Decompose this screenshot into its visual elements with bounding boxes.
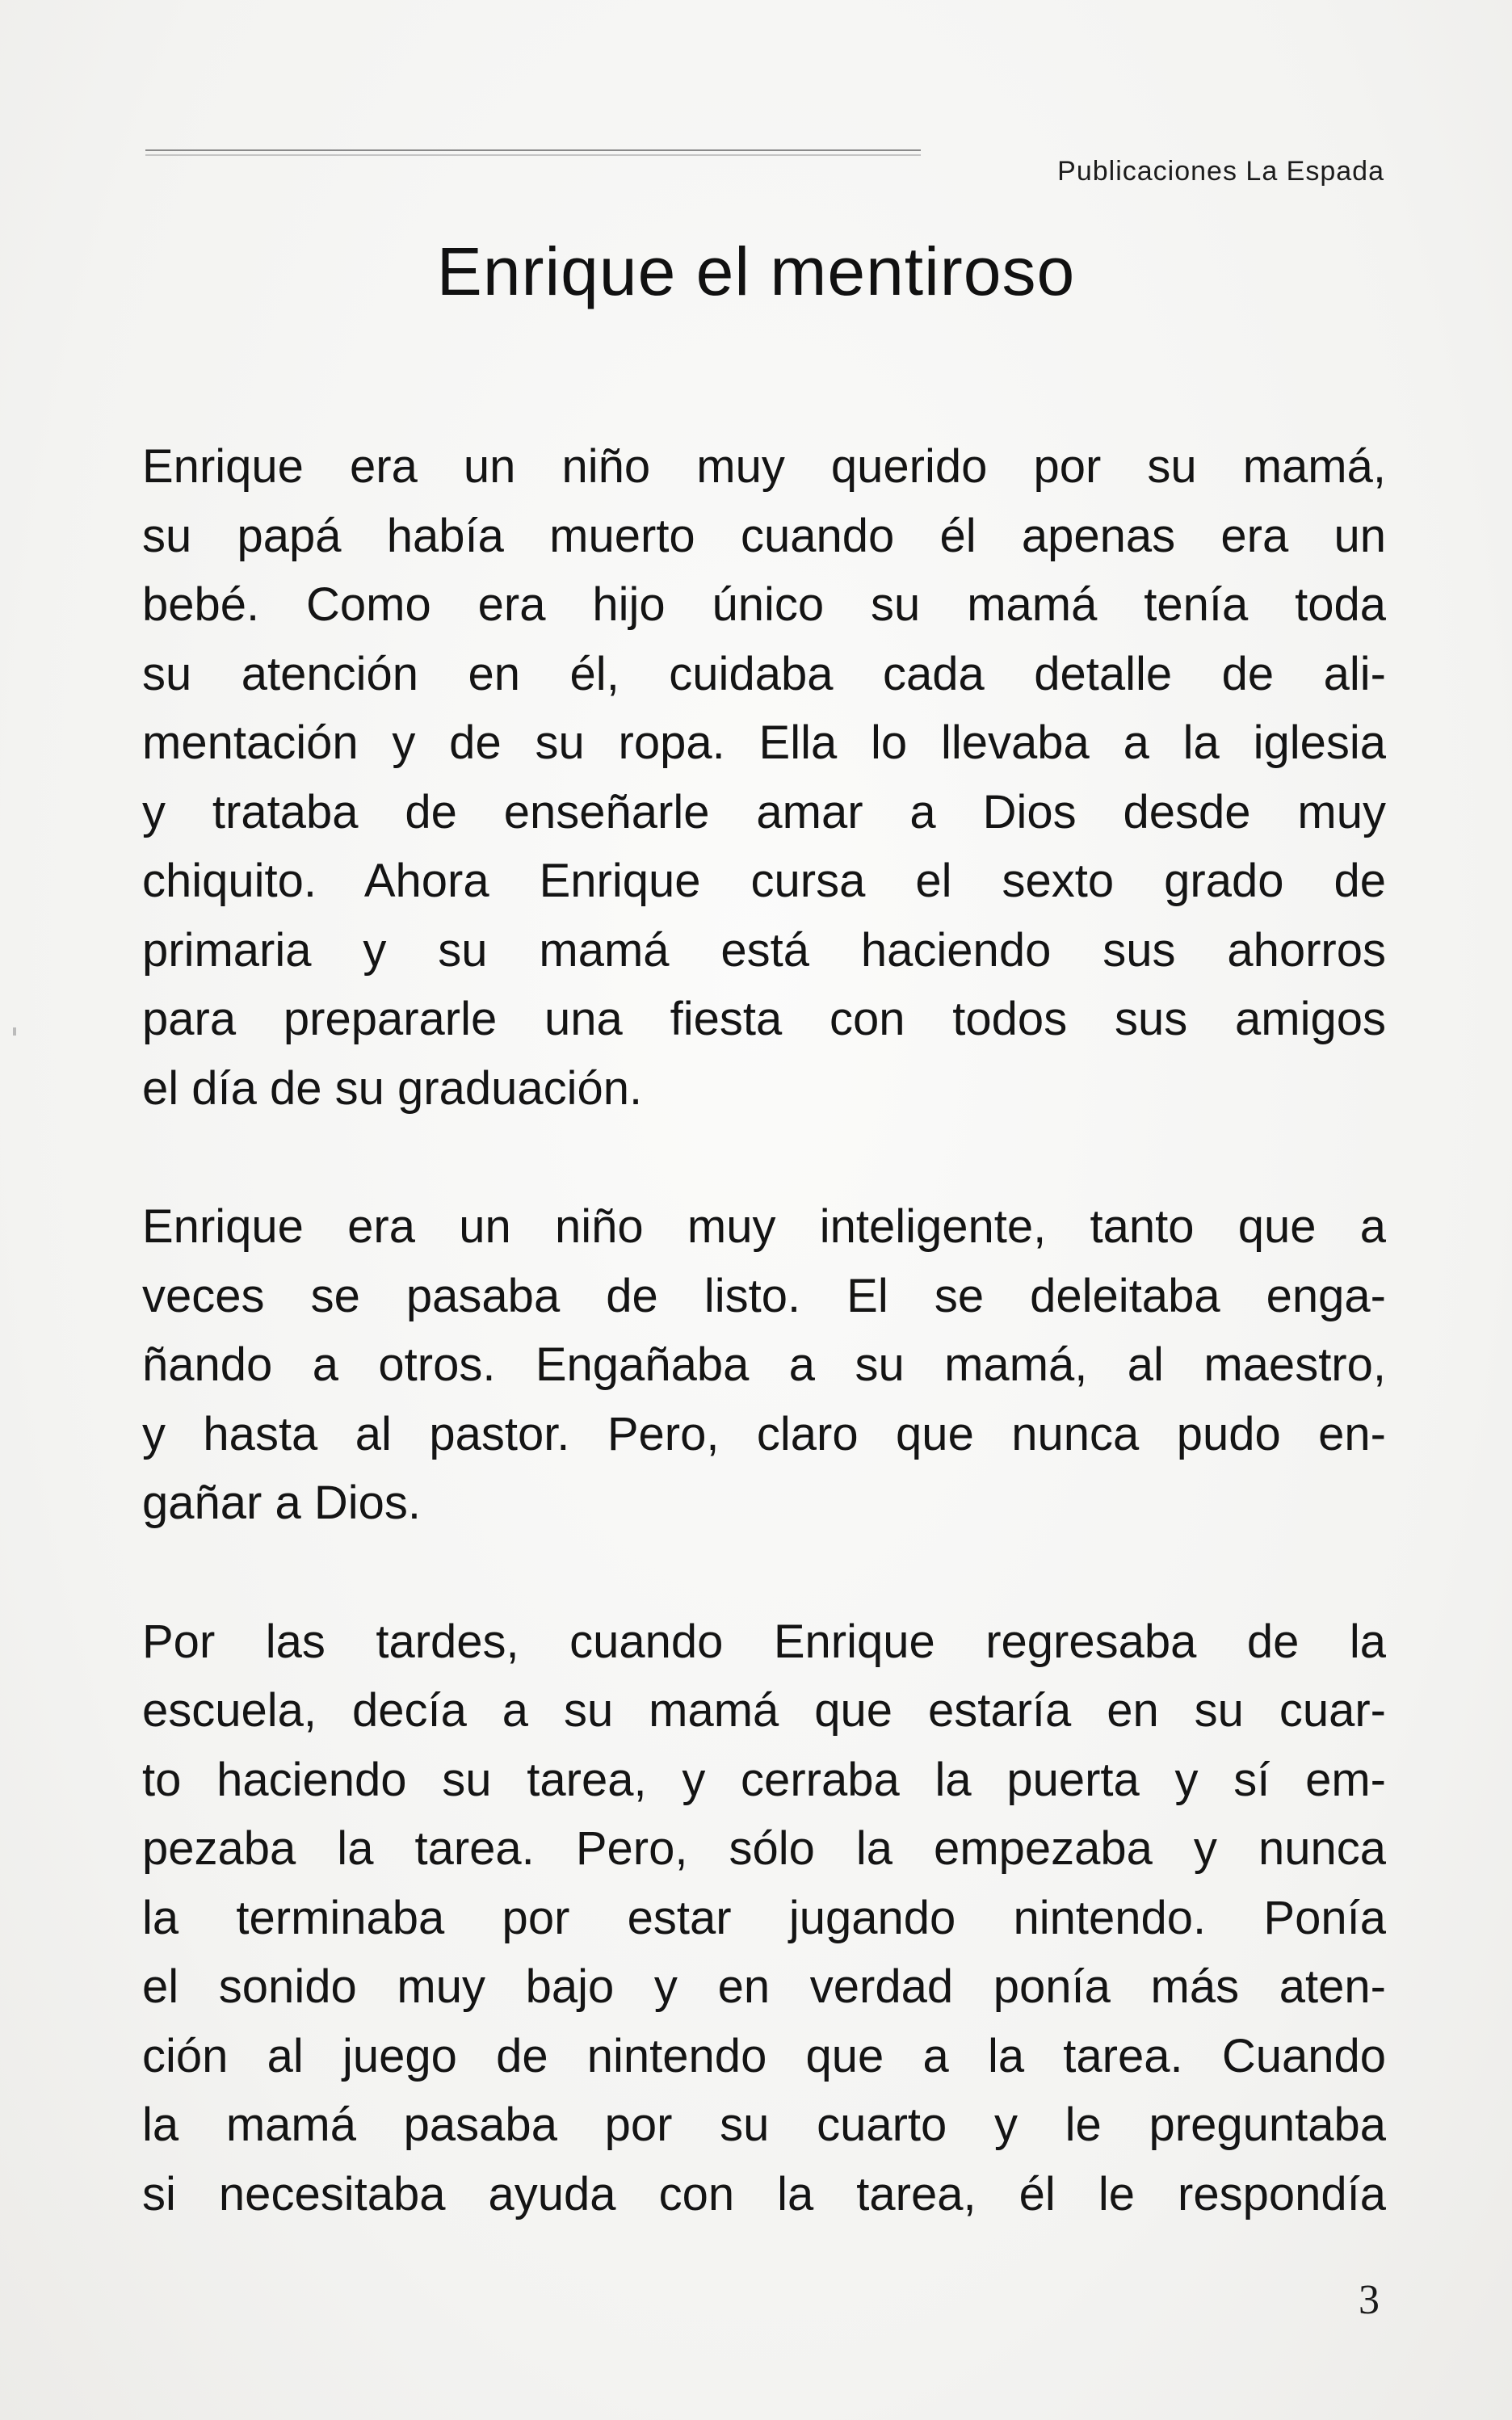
header-rule (145, 149, 921, 156)
text-line: ción al juego de nintendo que a la tarea. Cuando (142, 2029, 1386, 2082)
paragraph-3 (142, 1607, 1386, 2229)
text-line: bebé. Como era hijo único su mamá tenía toda (142, 578, 1386, 631)
paragraph-1 (142, 432, 1386, 1123)
text-line: el día de su graduación. (142, 1061, 643, 1115)
text-line: veces se pasaba de listo. El se deleitaba enga- (142, 1269, 1386, 1322)
text-line: gañar a Dios. (142, 1477, 421, 1529)
chapter-title: Enrique el mentiroso (436, 233, 1076, 309)
text-line: Enrique era un niño muy inteligente, tanto que a (142, 1200, 1386, 1253)
text-line: y trataba de enseñarle amar a Dios desde muy (142, 785, 1386, 838)
text-line: primaria y su mamá está haciendo sus ahorros (142, 923, 1386, 977)
text-line: y hasta al pastor. Pero, claro que nunca pudo en- (142, 1407, 1386, 1460)
text-line: su atención en él, cuidaba cada detalle de ali- (142, 647, 1386, 700)
text-line: el sonido muy bajo y en verdad ponía más aten- (142, 1960, 1386, 2013)
scan-edge-mark (13, 1027, 16, 1036)
text-line: mentación y de su ropa. Ella lo llevaba a la iglesia (142, 716, 1386, 769)
body-text (142, 432, 1386, 2298)
page-number: 3 (1359, 2277, 1380, 2323)
text-line: para prepararle una fiesta con todos sus amigos (142, 993, 1386, 1045)
text-line: ñando a otros. Engañaba a su mamá, al maestro, (142, 1338, 1386, 1391)
text-line: chiquito. Ahora Enrique cursa el sexto grado de (142, 855, 1386, 907)
text-line: pezaba la tarea. Pero, sólo la empezaba y nunca (142, 1822, 1386, 1875)
text-line: Por las tardes, cuando Enrique regresaba de la (142, 1615, 1386, 1668)
text-line: escuela, decía a su mamá que estaría en su cuar- (142, 1684, 1386, 1737)
text-line: Enrique era un niño muy querido por su mamá, (142, 440, 1386, 493)
text-line: la mamá pasaba por su cuarto y le preguntaba (142, 2099, 1386, 2151)
text-line: la terminaba por estar jugando nintendo. Ponía (142, 1891, 1386, 1944)
paragraph-2 (142, 1192, 1386, 1538)
running-head: Publicaciones La Espada (1057, 156, 1384, 187)
text-line: si necesitaba ayuda con la tarea, él le respondía (142, 2167, 1386, 2220)
text-line: su papá había muerto cuando él apenas era un (142, 509, 1386, 562)
text-line: to haciendo su tarea, y cerraba la puerta y sí em- (142, 1753, 1386, 1806)
